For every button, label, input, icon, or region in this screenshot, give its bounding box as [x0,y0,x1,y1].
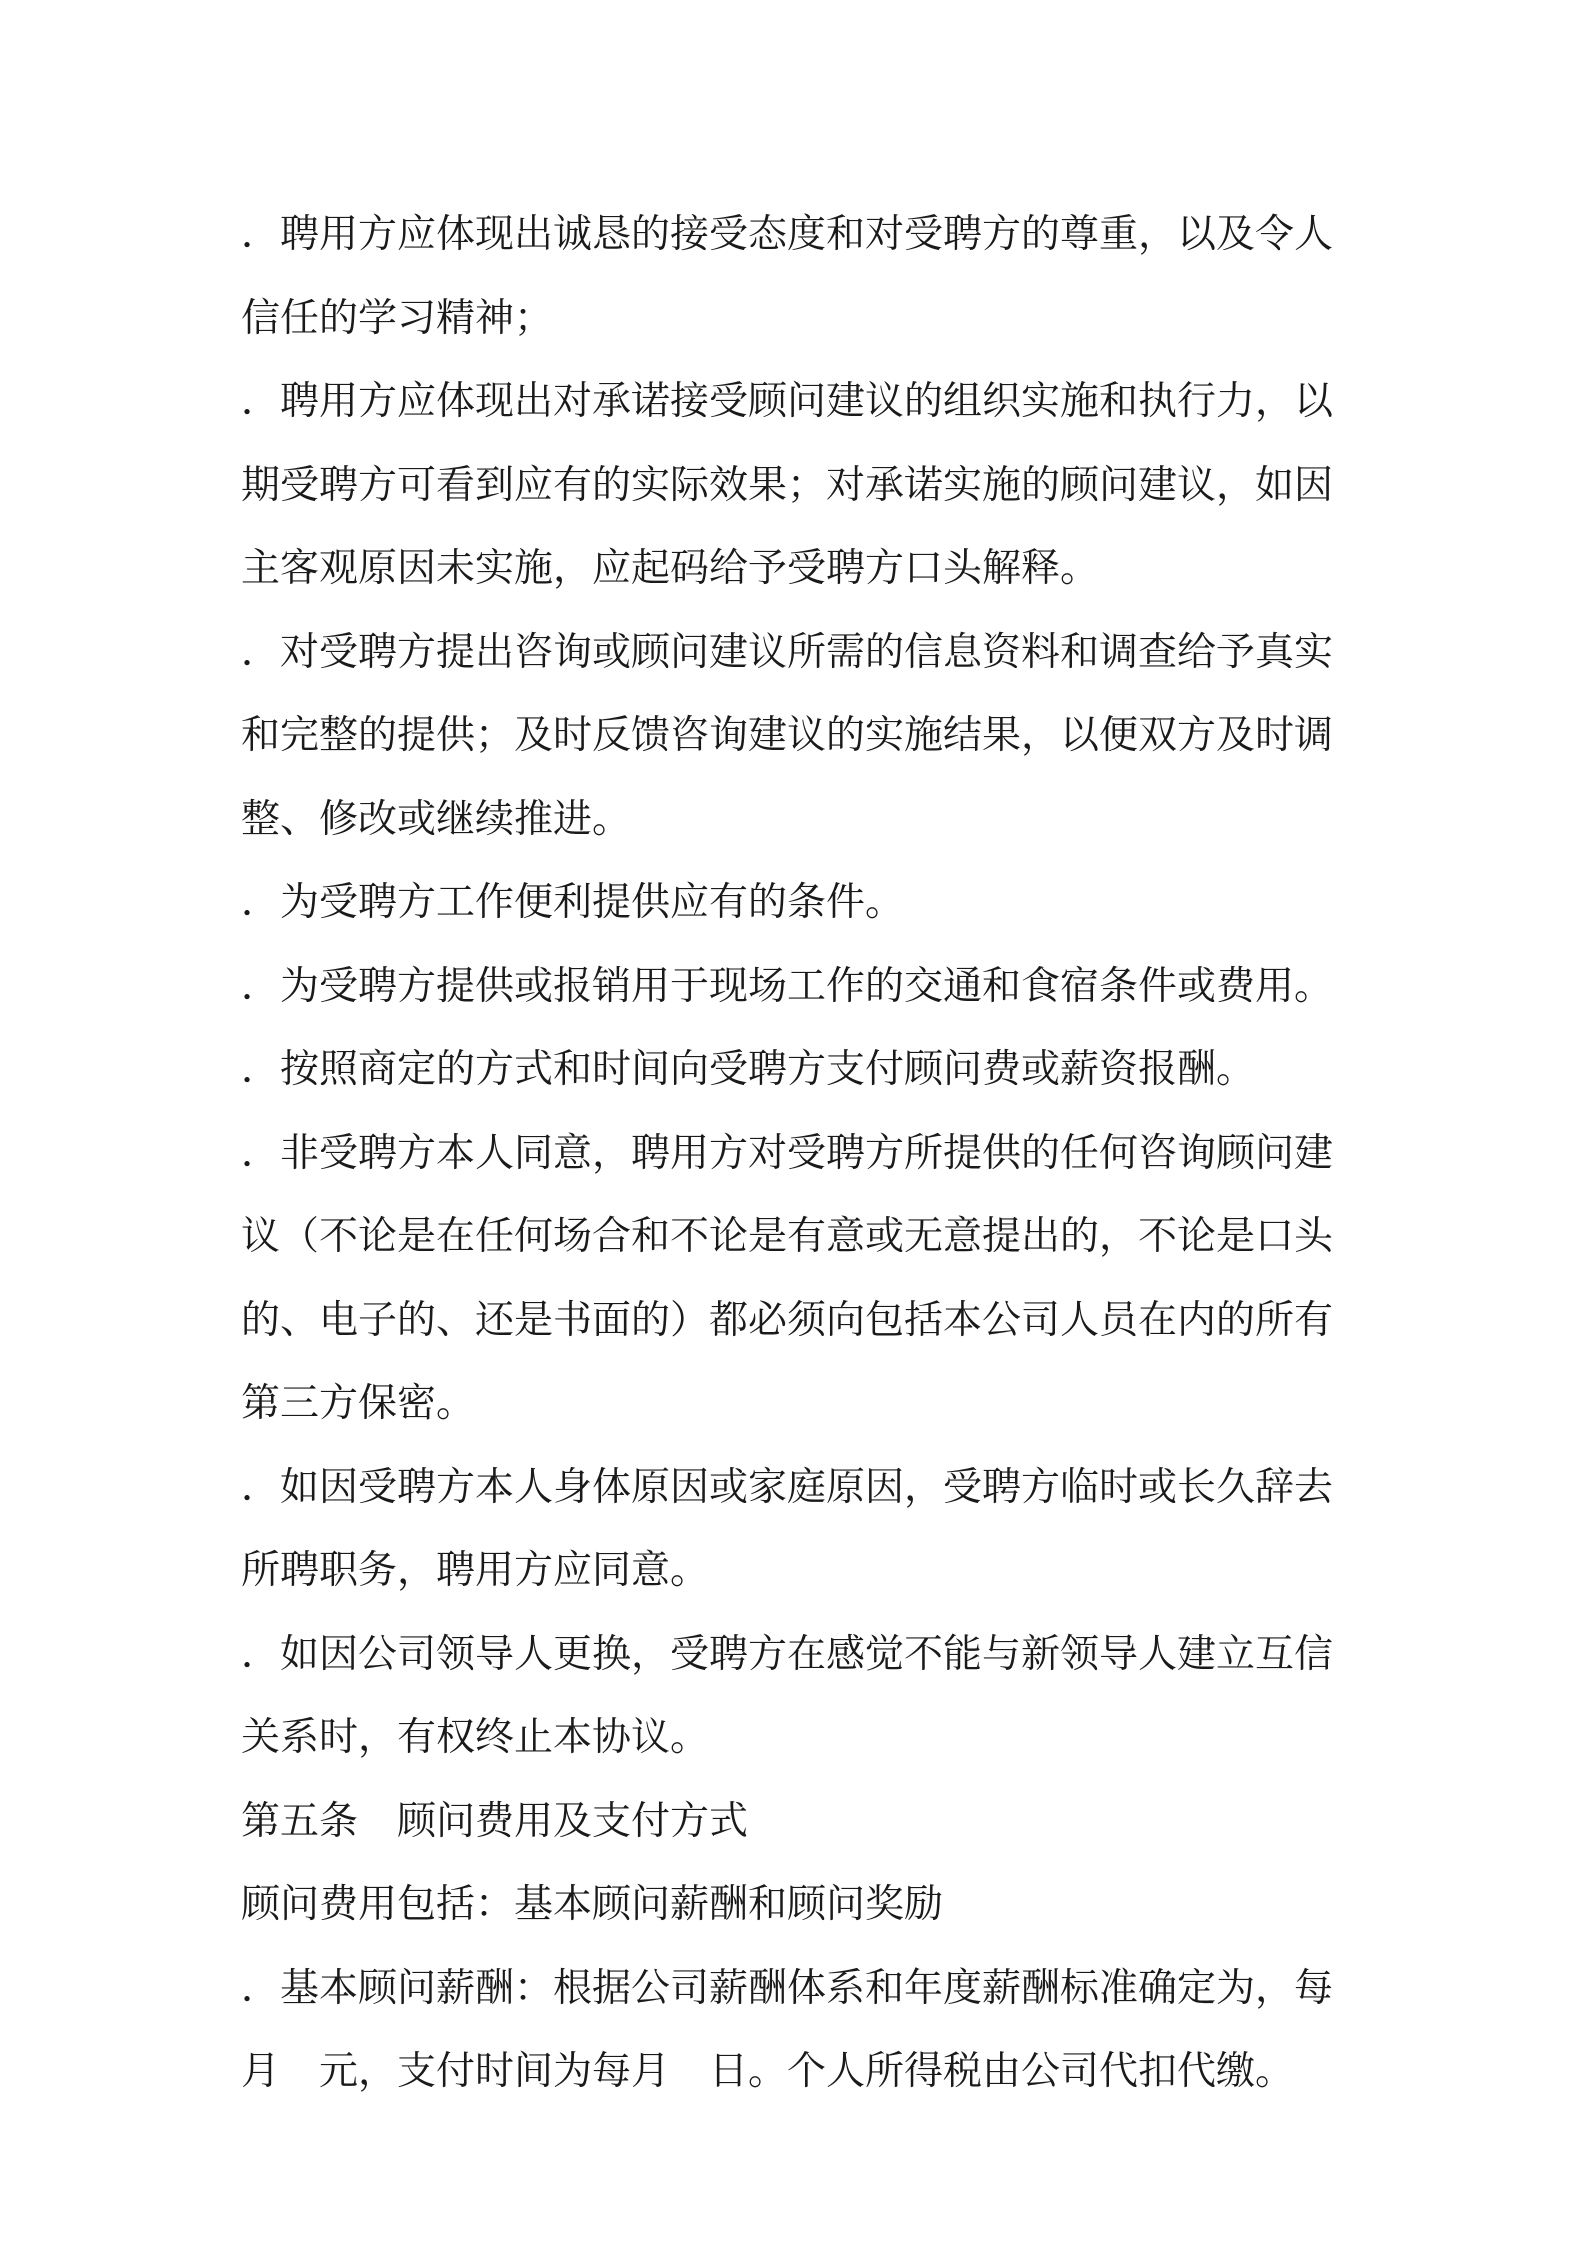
paragraph-payment: ．按照商定的方式和时间向受聘方支付顾问费或薪资报酬。 [241,1047,1256,1092]
paragraph-fee-composition: 顾问费用包括：基本顾问薪酬和顾问奖励 [241,1882,944,1927]
paragraph-base-salary: ．基本顾问薪酬：根据公司薪酬体系和年度薪酬标准确定为，每月 元，支付时间为每月 日。个人所得税由公司代扣代缴。 [241,1965,1334,2094]
paragraph-confidentiality: ．非受聘方本人同意，聘用方对受聘方所提供的任何咨询顾问建议（不论是在任何场合和不论是有意或无意提出的，不论是口头的、电子的、还是书面的）都必须向包括本公司人员在内的所有第三方保密。 [241,1130,1334,1426]
document-body [241,193,1361,2114]
paragraph-respect: ．聘用方应体现出诚恳的接受态度和对受聘方的尊重，以及令人信任的学习精神； [241,212,1334,341]
paragraph-travel-expenses: ．为受聘方提供或报销用于现场工作的交通和食宿条件或费用。 [241,963,1334,1009]
paragraph-work-conditions: ．为受聘方工作便利提供应有的条件。 [241,880,905,925]
paragraph-resignation: ．如因受聘方本人身体原因或家庭原因，受聘方临时或长久辞去所聘职务，聘用方应同意。 [241,1464,1334,1593]
section-heading-article-5: 第五条 顾问费用及支付方式 [241,1798,749,1844]
paragraph-execution: ．聘用方应体现出对承诺接受顾问建议的组织实施和执行力，以期受聘方可看到应有的实际效果；对承诺实施的顾问建议，如因主客观原因未实施，应起码给予受聘方口头解释。 [241,379,1334,591]
paragraph-termination: ．如因公司领导人更换，受聘方在感觉不能与新领导人建立互信关系时，有权终止本协议。 [241,1631,1334,1760]
paragraph-information: ．对受聘方提出咨询或顾问建议所需的信息资料和调查给予真实和完整的提供；及时反馈咨询建议的实施结果，以便双方及时调整、修改或继续推进。 [241,629,1334,842]
